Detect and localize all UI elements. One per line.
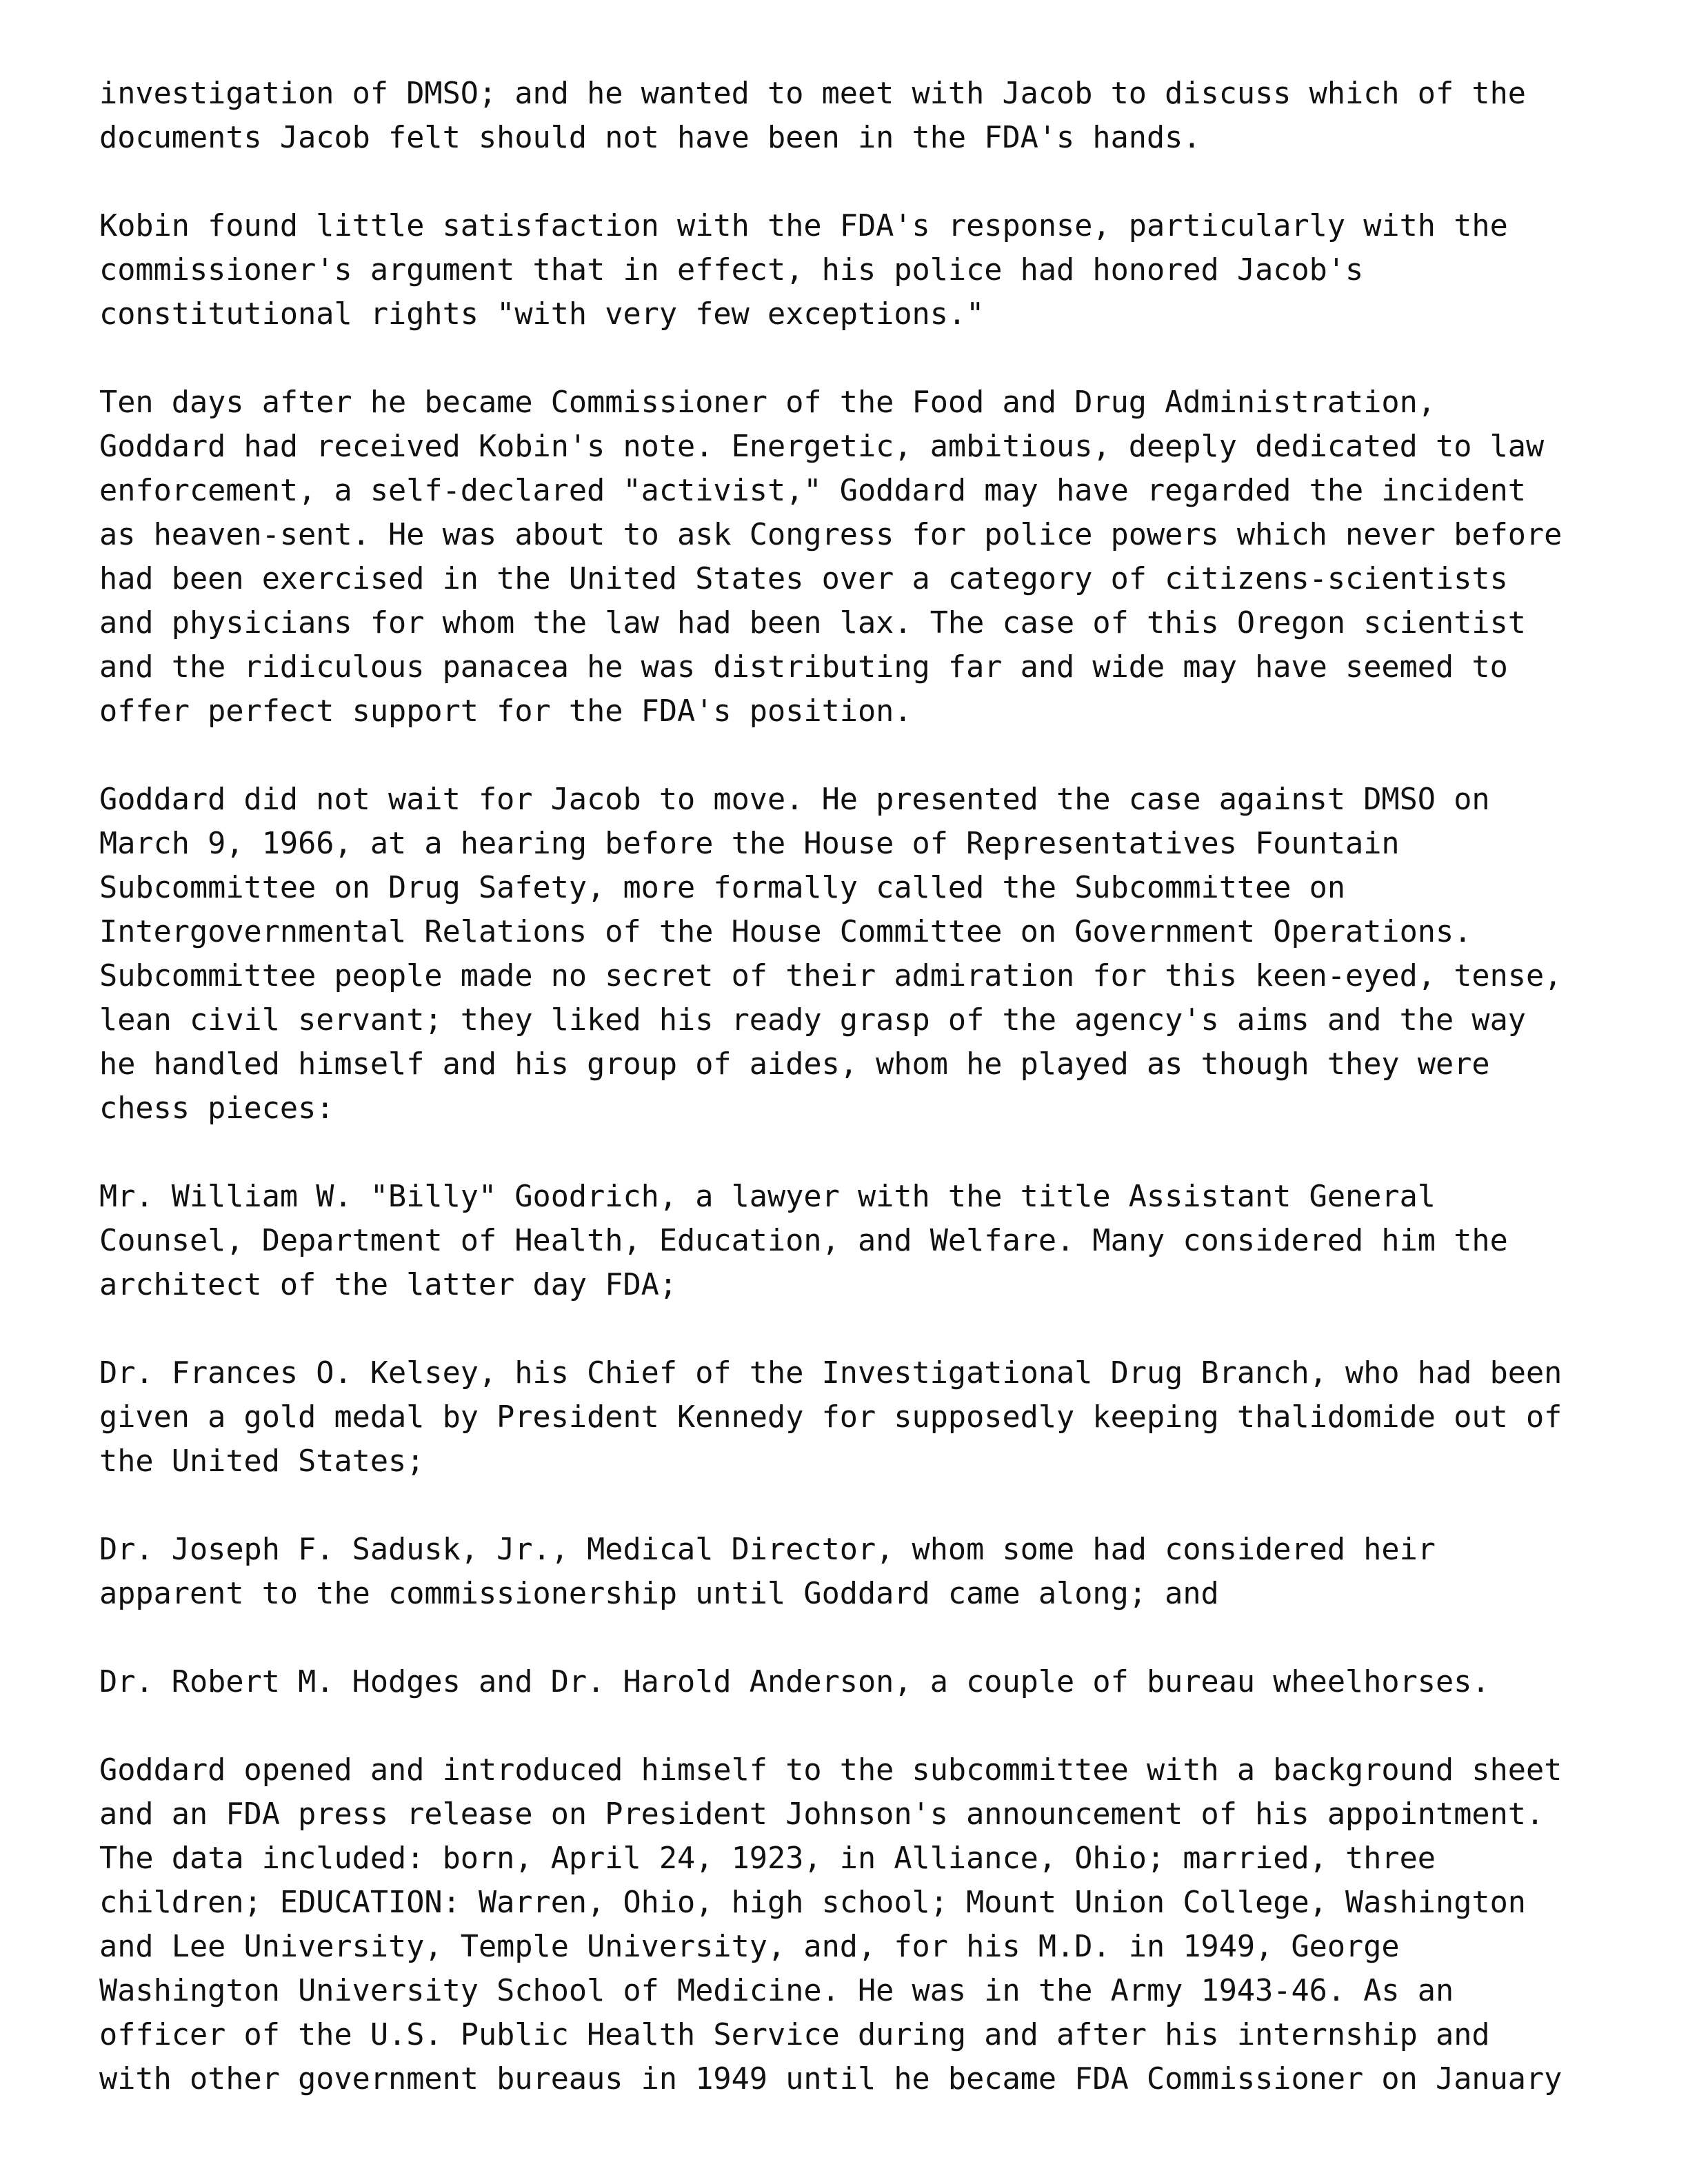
paragraph (99, 1660, 1658, 1704)
paragraph (99, 1748, 1658, 2101)
text-line: officer of the U.S. Public Health Service during and after his internship and (99, 2018, 1490, 2052)
text-line: as heaven-sent. He was about to ask Congress for police powers which never before (99, 518, 1563, 552)
text-line: Dr. Robert M. Hodges and Dr. Harold Anderson, a couple of bureau wheelhorses. (99, 1665, 1490, 1699)
text-line: Goddard did not wait for Jacob to move. He presented the case against DMSO on (99, 782, 1490, 817)
text-line: commissioner's argument that in effect, his police had honored Jacob's (99, 253, 1364, 287)
paragraph (99, 1528, 1658, 1616)
text-line: investigation of DMSO; and he wanted to meet with Jacob to discuss which of the (99, 77, 1526, 111)
text-line: with other government bureaus in 1949 until he became FDA Commissioner on January (99, 2062, 1563, 2096)
text-line: and the ridiculous panacea he was distributing far and wide may have seemed to (99, 650, 1508, 685)
text-line: had been exercised in the United States over a category of citizens-scientists (99, 562, 1508, 596)
text-line: given a gold medal by President Kennedy for supposedly keeping thalidomide out of (99, 1400, 1563, 1435)
text-line: documents Jacob felt should not have been in the FDA's hands. (99, 121, 1201, 155)
document-page (99, 72, 1658, 2145)
text-line: offer perfect support for the FDA's position. (99, 694, 912, 729)
text-line: The data included: born, April 24, 1923, in Alliance, Ohio; married, three (99, 1841, 1436, 1876)
text-line: children; EDUCATION: Warren, Ohio, high school; Mount Union College, Washington (99, 1885, 1526, 1920)
text-line: Goddard opened and introduced himself to the subcommittee with a background sheet (99, 1753, 1563, 1788)
text-line: and physicians for whom the law had been lax. The case of this Oregon scientist (99, 606, 1526, 640)
text-line: and an FDA press release on President Johnson's announcement of his appointment. (99, 1797, 1545, 1832)
text-line: Mr. William W. "Billy" Goodrich, a lawyer with the title Assistant General (99, 1180, 1436, 1214)
paragraph (99, 72, 1658, 160)
text-line: Dr. Joseph F. Sadusk, Jr., Medical Director, whom some had considered heir (99, 1533, 1436, 1567)
text-line: Ten days after he became Commissioner of the Food and Drug Administration, (99, 385, 1436, 420)
text-line: Kobin found little satisfaction with the FDA's response, particularly with the (99, 209, 1508, 243)
text-line: March 9, 1966, at a hearing before the House of Representatives Fountain (99, 827, 1400, 861)
text-line: Intergovernmental Relations of the House Committee on Government Operations. (99, 915, 1472, 949)
text-line: apparent to the commissionership until Goddard came along; and (99, 1577, 1219, 1611)
paragraph (99, 1175, 1658, 1307)
text-line: he handled himself and his group of aides, whom he played as though they were (99, 1047, 1490, 1082)
text-line: constitutional rights "with very few exceptions." (99, 297, 985, 332)
text-line: Subcommittee people made no secret of their admiration for this keen-eyed, tense, (99, 959, 1563, 993)
text-line: Goddard had received Kobin's note. Energetic, ambitious, deeply dedicated to law (99, 429, 1545, 464)
text-line: Washington University School of Medicine. He was in the Army 1943-46. As an (99, 1974, 1454, 2008)
text-line: lean civil servant; they liked his ready grasp of the agency's aims and the way (99, 1003, 1526, 1038)
text-line: Dr. Frances O. Kelsey, his Chief of the Investigational Drug Branch, who had been (99, 1356, 1563, 1391)
paragraph (99, 1351, 1658, 1484)
text-line: enforcement, a self-declared "activist," Goddard may have regarded the incident (99, 474, 1526, 508)
text-line: architect of the latter day FDA; (99, 1268, 678, 1302)
paragraph (99, 381, 1658, 734)
text-line: Counsel, Department of Health, Education, and Welfare. Many considered him the (99, 1224, 1508, 1258)
paragraph (99, 778, 1658, 1131)
text-line: and Lee University, Temple University, and, for his M.D. in 1949, George (99, 1930, 1400, 1964)
text-line: Subcommittee on Drug Safety, more formally called the Subcommittee on (99, 871, 1346, 905)
paragraph (99, 204, 1658, 336)
text-line: the United States; (99, 1444, 425, 1479)
text-line: chess pieces: (99, 1091, 334, 1126)
